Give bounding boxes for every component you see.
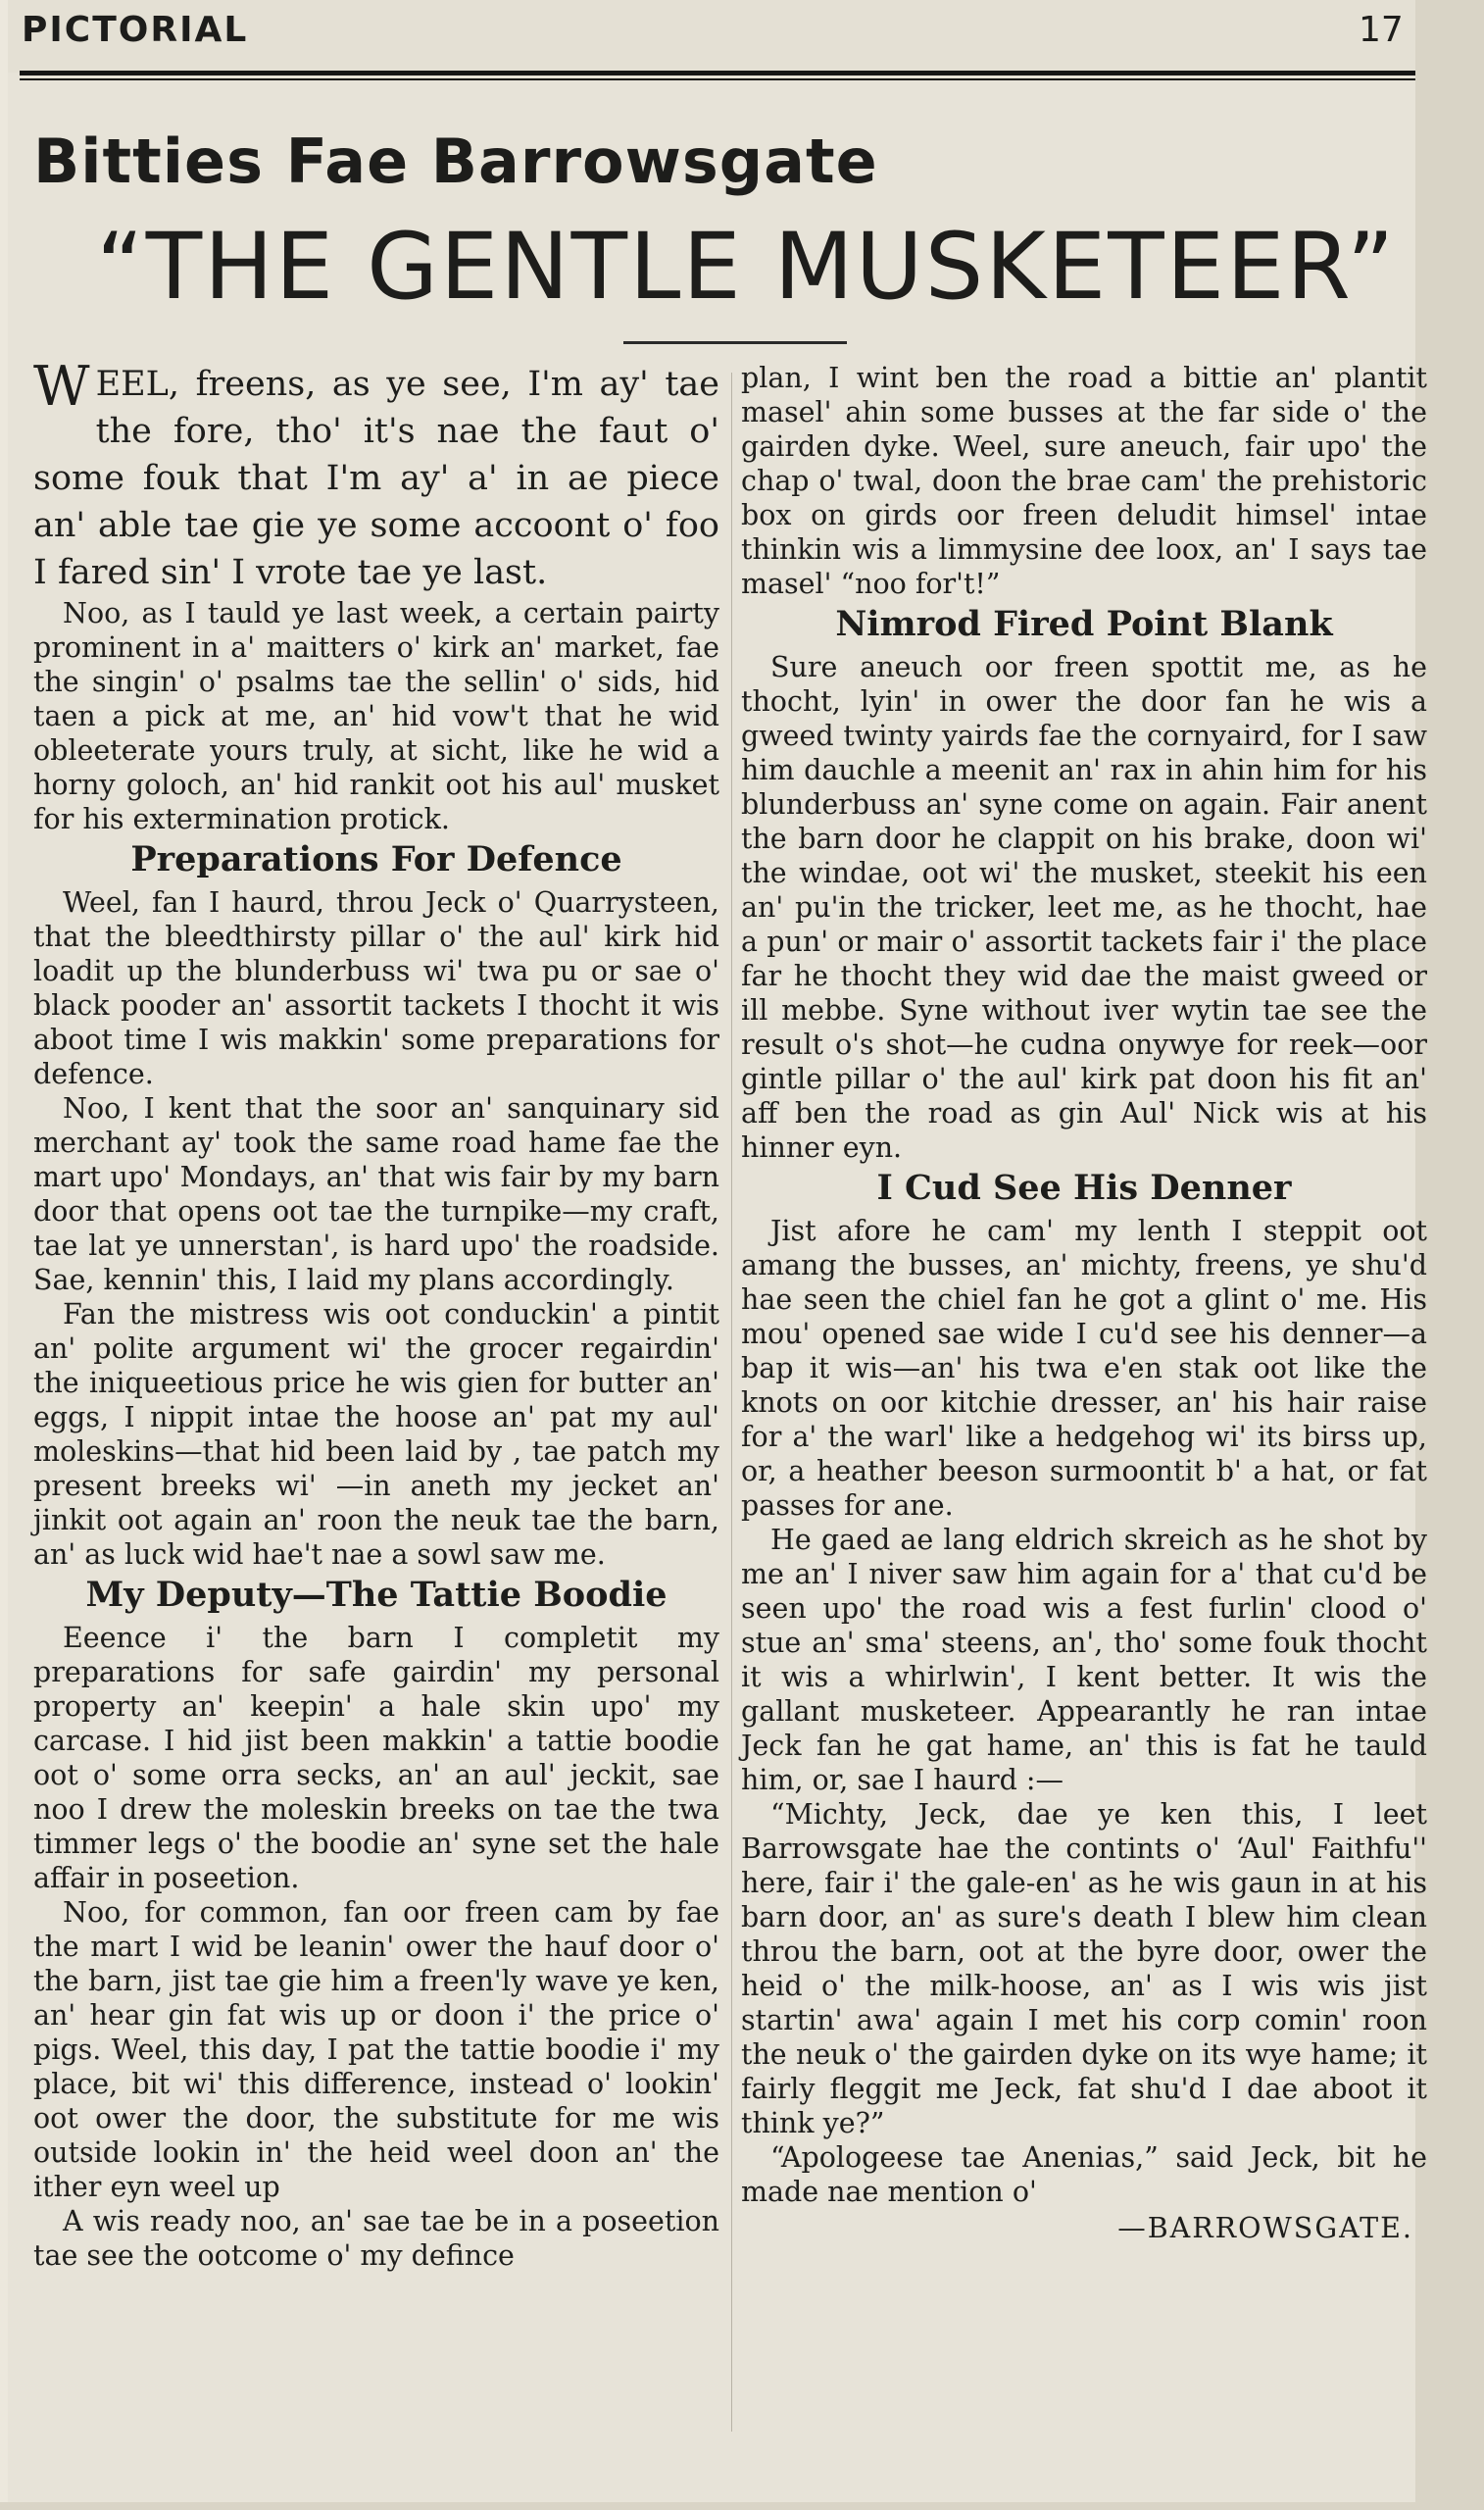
right-column [741, 361, 1427, 2469]
lead-paragraph [33, 355, 719, 596]
article-kicker: Bitties Fae Barrowsgate [33, 126, 878, 197]
paragraph: Weel, fan I haurd, throu Jeck o' Quarrysteen, that the bleedthirsty pillar o' the aul' kirk hid loadit up the blunderbuss wi' twa pu or sae o' black pooder an' assortit tackets I thocht it wis aboot time I wis makkin' some preparations for defence. [33, 886, 719, 1090]
author-signoff: —BARROWSGATE. [1117, 2212, 1413, 2244]
paragraph: Noo, as I tauld ye last week, a certain pairty prominent in a' maitters o' kirk an' market, fae the singin' o' psalms tae the sellin' o' sids, hid taen a pick at me, an' hid vow't that he wid obleeterate yours truly, at sicht, like he wid a horny goloch, an' hid rankit oot his aul' musket for his extermination protick. [33, 597, 719, 835]
subheading: I Cud See His Denner [876, 1168, 1292, 1208]
paragraph: A wis ready noo, an' sae tae be in a poseetion tae see the ootcome o' my defince [33, 2205, 719, 2272]
page-number: 17 [1359, 10, 1404, 50]
paper-edge-bottom [0, 2502, 1484, 2510]
paragraph: “Michty, Jeck, dae ye ken this, I leet Barrowsgate hae the contints o' ‘Aul' Faithfu'' here, fair i' the gale-en' as he wis gaun in at his barn door, an' as sure's death I blew him clean throu the barn, oot at the byre door, ower the heid o' the milk-hoose, an' as I wis wis jist startin' awa' again I met his corp comin' roon the neuk o' the gairden dyke on its wye hame; it fairly fleggit me Jeck, fat shu'd I dae aboot it think ye?” [741, 1798, 1427, 2139]
paragraph: Jist afore he cam' my lenth I steppit oot amang the busses, an' michty, freens, ye shu'd hae seen the chiel fan he got a glint o' me. His mou' opened sae wide I cu'd see his denner—a bap it wis—an' his twa e'en stak oot like the knots on oor kitchie dresser, an' his hair raise for a' the warl' like a hedgehog wi' its birss up, or, a heather beeson surmoontit b' a hat, or fat passes for ane. [741, 1215, 1427, 1522]
drop-cap: W [33, 355, 90, 419]
column-divider [731, 373, 732, 2432]
left-column [33, 355, 719, 2469]
paragraph: “Apologeese tae Anenias,” said Jeck, bit he made nae mention o' [741, 2141, 1427, 2208]
subheading: Preparations For Defence [130, 839, 622, 879]
paragraph: He gaed ae lang eldrich skreich as he shot by me an' I niver saw him again for a' that cu'd be seen upo' the road wis a fest furlin' clood o' stue an' sma' steens, an', tho' some fouk thocht it wis a whirlwin', I kent better. It wis the gallant musketeer. Appearantly he ran intae Jeck fan he gat hame, an' this is fat he tauld him, or, sae I haurd :— [741, 1524, 1427, 1796]
paragraph: plan, I wint ben the road a bittie an' plantit masel' ahin some busses at the far side o' the gairden dyke. Weel, sure aneuch, fair upo' the chap o' twal, doon the brae cam' the prehistoric box on girds oor freen deludit himsel' intae thinkin wis a limmysine dee loox, an' I says tae masel' “noo for't!” [741, 362, 1427, 600]
subheading: My Deputy—The Tattie Boodie [85, 1575, 668, 1615]
paragraph: Noo, for common, fan oor freen cam by fae the mart I wid be leanin' ower the hauf door o' the barn, jist tae gie him a freen'ly wave ye ken, an' hear gin fat wis up or doon i' the price o' pigs. Weel, this day, I pat the tattie boodie i' my place, bit wi' this difference, instead o' lookin' oot ower the door, the substitute for me wis outside lookin in' the heid weel doon an' the ither eyn weel up [33, 1896, 719, 2203]
header-rule-bottom [20, 78, 1415, 80]
lead-text: EEL, freens, as ye see, I'm ay' tae the fore, tho' it's nae the faut o' some fouk that I'm ay' a' in ae piece an' able tae gie ye some accoont o' foo I fared sin' I vrote tae ye last. [33, 365, 719, 592]
paragraph: Sure aneuch oor freen spottit me, as he thocht, lyin' in ower the door fan he wis a gweed twinty yairds fae the cornyaird, for I saw him dauchle a meenit an' rax in ahin him for his blunderbuss an' syne come on again. Fair anent the barn door he clappit on his brake, doon wi' the windae, oot wi' the musket, steekit his een an' pu'in the tricker, leet me, as he thocht, hae a pun' or mair o' assortit tackets fair i' the place far he thocht they wid dae the maist gweed or ill mebbe. Syne without iver wytin tae see the result o's shot—he cudna onywye for reek—oor gintle pillar o' the aul' kirk pat doon his fit an' aff ben the road as gin Aul' Nick wis at his hinner eyn. [741, 651, 1427, 1164]
subheading: Nimrod Fired Point Blank [835, 604, 1333, 644]
paragraph: Noo, I kent that the soor an' sanquinary sid merchant ay' took the same road hame fae the mart upo' Mondays, an' that wis fair by my barn door that opens oot tae the turnpike—my craft, tae lat ye unnerstan', is hard upo' the roadside. Sae, kennin' this, I laid my plans accordingly. [33, 1092, 719, 1296]
header-rule-top [20, 71, 1415, 75]
paragraph: Fan the mistress wis oot conduckin' a pintit an' polite argument wi' the grocer regairdin' the iniqueetious price he wis gien for butter an' eggs, I nippit intae the hoose an' pat my aul' moleskins—that hid been laid by , tae patch my present breeks wi' —in aneth my jecket an' jinkit oot again an' roon the neuk tae the barn, an' as luck wid hae't nae a sowl saw me. [33, 1298, 719, 1571]
publication-name: PICTORIAL [22, 10, 249, 50]
title-rule [623, 341, 847, 344]
article-title: “THE GENTLE MUSKETEER” [96, 214, 1397, 321]
paragraph: Eeence i' the barn I completit my preparations for safe gairdin' my personal property an' keepin' a hale skin upo' my carcase. I hid jist been makkin' a tattie boodie oot o' some orra secks, an' an aul' jeckit, sae noo I drew the moleskin breeks on tae the twa timmer legs o' the boodie an' syne set the hale affair in poseetion. [33, 1622, 719, 1894]
